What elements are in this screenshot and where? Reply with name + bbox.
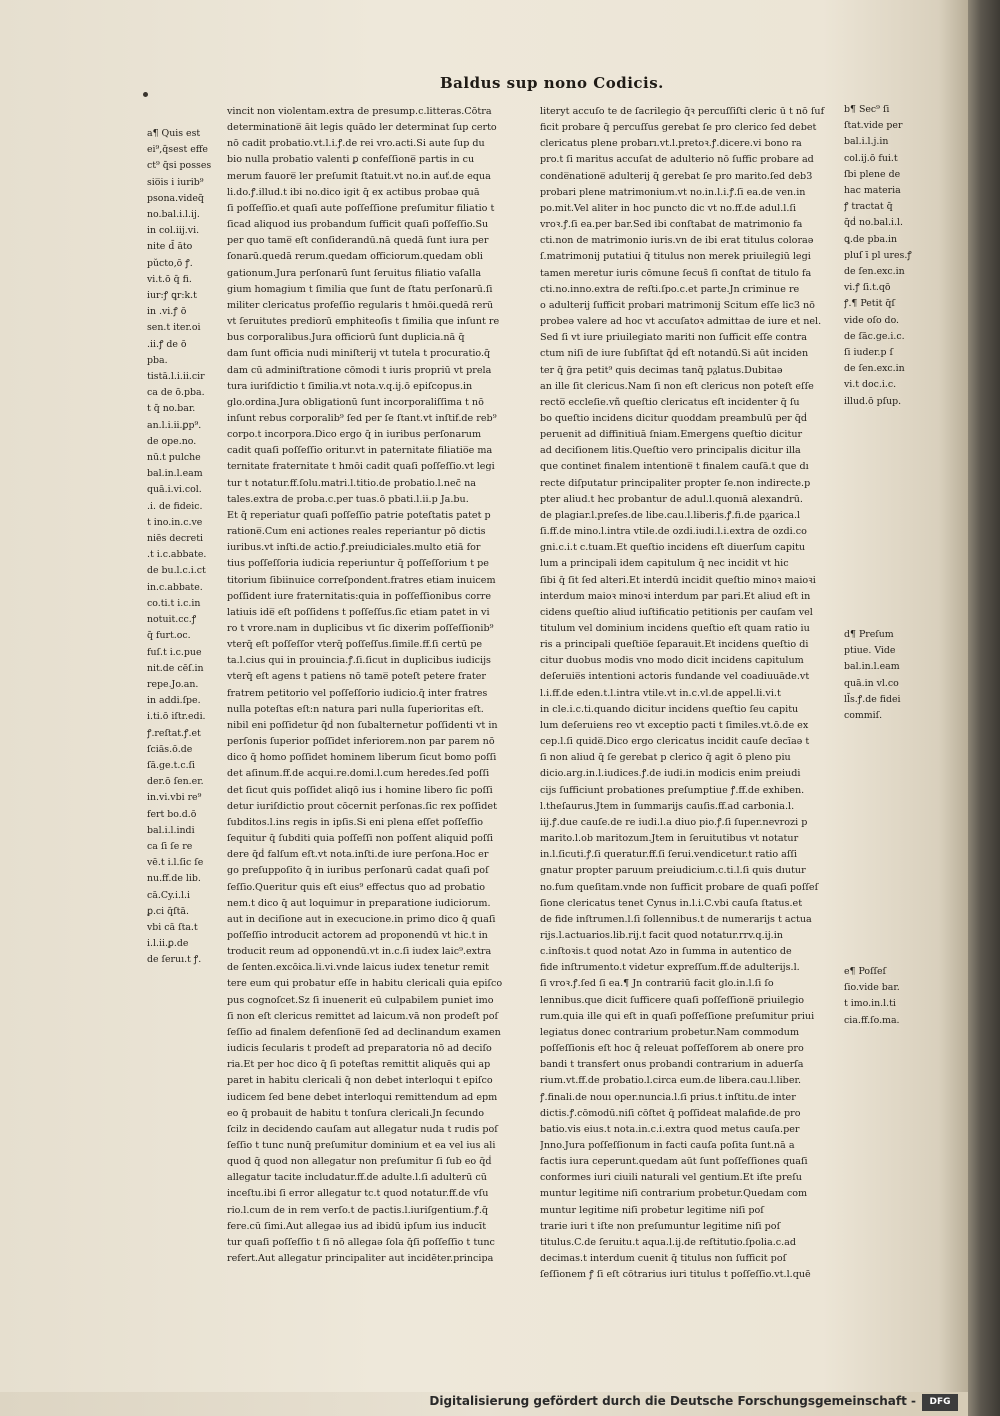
text-line: sen.t iter.oi bbox=[147, 322, 201, 334]
text-line: poſſeſſionis eſt hoc q̄ releuat poſſeſſorem ab onere pro bbox=[540, 1043, 804, 1055]
text-line: rio.l.cum de in rem verſo.t de pactis.l.iuriſgentium.ꝭ.q̄ bbox=[227, 1204, 489, 1216]
text-line: de ſāc.ge.i.c. bbox=[844, 330, 905, 342]
text-line: cā.Cy.i.l.i bbox=[147, 889, 190, 901]
text-line: in.c.abbate. bbox=[147, 581, 203, 593]
text-line: iij.ꝭ.due cauſe.de re iudi.l.a diuo pio.ꝭ.ſi ſuper.nevrozi p bbox=[540, 816, 808, 828]
text-line: l.i.ff.de eden.t.l.intra vtile.vt in.c.vl.de appel.li.vi.t bbox=[540, 687, 781, 699]
text-line: tius poſſeſſoria iudicia reperiuntur q̄ poſſeſſorium t pe bbox=[227, 558, 489, 570]
text-line: cti.no.inno.extra de reſti.ſpo.c.et parte.Jn criminue re bbox=[540, 283, 800, 295]
text-line: refert.Aut allegatur principaliter aut incidēter.principa bbox=[227, 1253, 494, 1265]
text-line: titorium ſibiinuice correſpondent.fratres etiam inuicem bbox=[227, 574, 496, 586]
text-line: nibil eni poſſidetur q̄ḋ non ſubalternetur poſſidenti vt in bbox=[227, 719, 498, 731]
text-line: lum deſeruiens reo vt exceptio pacti t ſimiles.vt.ō.de ex bbox=[540, 719, 809, 731]
text-line: ſeſſionem ꝭ ſi eſt cōtrarius iuri titulus t poſſeſſio.vt.l.quē bbox=[540, 1269, 811, 1281]
text-line: commiſ. bbox=[844, 710, 883, 722]
text-line: poſſident iure fraternitatis:quia in poſſeſſionibus corre bbox=[227, 590, 492, 602]
text-line: nō cadit probatio.vt.l.i.ꝭ.de rei vro.acti.Si aute ſup du bbox=[227, 138, 485, 150]
text-line: gnatur propter paruum preiudicium.c.ti.l.ſi quis dıutur bbox=[540, 865, 806, 877]
text-line: ſeſſio ad finalem defenſione̅ ſed ad declinandum examen bbox=[227, 1026, 501, 1038]
text-line: fide inſtrumento.t videtur expreſſum.ff.de adulterijs.l. bbox=[540, 962, 800, 974]
text-line: trarie iuri t iſte non preſumuntur legitime niſi poſ bbox=[540, 1220, 781, 1232]
text-line: paret in habitu clericali q̄ non debet interloqui t epiſco bbox=[227, 1075, 493, 1087]
text-line: a¶ Quis est bbox=[147, 128, 201, 139]
text-line: c.inſtoꝛis.t quod notat Azo in ſumma in autentico de bbox=[540, 946, 792, 958]
text-line: ſi.ff.de mino.l.intra vtile.de ozdi.iudi.l.i.extra de ozdi.co bbox=[540, 526, 807, 538]
text-line: niēs decreti bbox=[147, 533, 203, 545]
text-line: latiuis ide̅ eſt poſſidens t poſſeſſus.ſic etiam patet in vi bbox=[227, 606, 490, 618]
text-line: muntur legitime niſi probetur legitime niſi poſ bbox=[540, 1204, 764, 1216]
text-line: rum.quia ille qui eſt in quaſi poſſeſſione preſumitur priui bbox=[540, 1010, 815, 1022]
text-line: determinatione̅ āit legis quādo ler determinat ſup certo bbox=[227, 122, 497, 134]
text-line: in cle.i.c.ti.quando dicitur incidens queſtio ſeu capitu bbox=[540, 703, 799, 715]
text-line: go preſuppoſito q̄ in iuribus perſonarū cadat quaſi poſ bbox=[227, 865, 489, 877]
text-line: inſunt rebus corporalib⁹ ſed per ſe ſtant.vt inſtif.de reb⁹ bbox=[227, 412, 497, 424]
text-line: nem.t dico q̄ aut loquimur in preparatione iudiciorum. bbox=[227, 897, 491, 909]
text-line: muntur legitime niſi contrarium probetur.Quedam com bbox=[540, 1188, 808, 1200]
text-line: ſi iuder.p ſ bbox=[844, 347, 893, 359]
text-line: gium homagium t ſimilia que ſunt de ſtatu perſonarū.ſi bbox=[227, 283, 493, 295]
text-line: Et q̄ reperiatur quaſi poſſeſſio patrie poteſtatis patet p bbox=[227, 509, 491, 521]
text-line: ſtat.vide per bbox=[844, 120, 903, 132]
text-line: bal.i.l.j.in bbox=[844, 136, 889, 148]
text-line: de bu.l.c.i.ct bbox=[147, 565, 206, 577]
text-line: cep.l.ſi quide̅.Dico ergo clericatus incidit cauſe decīaǝ t bbox=[540, 736, 810, 748]
text-line: Jnno.Jura poſſeſſionum in facti cauſa poſita ſunt.nā a bbox=[540, 1140, 795, 1151]
text-line: vi.ꝭ ſi.t.qō bbox=[844, 282, 891, 294]
text-line: bal.in.l.eam bbox=[147, 468, 203, 480]
text-line: in col.iij.vi. bbox=[147, 225, 200, 237]
text-line: literyt accuſo te de ſacrilegio q̄ꝛ percuſſiſti cleric ū t nō ſuf bbox=[540, 106, 825, 117]
text-line: inceſtu.ibi ſi error allegatur tc.t quod notatur.ff.de vſu bbox=[227, 1188, 489, 1200]
text-line: de ope.no. bbox=[147, 435, 197, 447]
text-line: ſicad aliquod ius probandum ſufficit quaſi poſſeſſio.Su bbox=[227, 219, 489, 231]
text-line: allegatur tacite includatur.ff.de adulte.l.ſi adulterū cū bbox=[227, 1172, 487, 1184]
main-text-column-right bbox=[540, 104, 830, 1283]
text-line: ternitate fraternitate t hmōi cadit quaſi poſſeſſio.vt legi bbox=[227, 461, 495, 473]
text-line: eo q̄ probauit de habitu t tonſura clericali.Jn ſecundo bbox=[227, 1107, 485, 1119]
text-line: vi.t.ō q̄ fi. bbox=[147, 273, 192, 285]
text-line: de ſeruı.t ꝭ. bbox=[147, 954, 202, 966]
text-line: bandi t transfert onus probandi contrarium in aduerſa bbox=[540, 1059, 804, 1071]
text-line: conformes iuri ciuili naturali vel gentium.Et iſte preſu bbox=[540, 1172, 802, 1184]
text-line: an ille ſit clericus.Nam ſi non eſt clericus non poteſt eſſe bbox=[540, 380, 814, 392]
text-line: an.l.i.ii.ꝑp⁹. bbox=[147, 419, 202, 431]
text-line: quā.in vl.co bbox=[844, 677, 899, 689]
text-line: i.ti.ō iſtr.edi. bbox=[147, 711, 206, 723]
text-line: ꝑ.ci q̄ſtā. bbox=[147, 905, 189, 917]
text-line: citur duobus modis vno modo dicit incidens capitulum bbox=[540, 655, 804, 667]
text-line: ficit probare q̄ percuſſus gerebat ſe pro clerico ſed debet bbox=[540, 122, 817, 134]
text-line: pba. bbox=[147, 354, 168, 366]
text-line: ſubditos.l.ins regis in ipſis.Si eni plena eſſet poſſeſſio bbox=[227, 816, 484, 828]
text-line: l.theſaurus.Jtem in ſummarijs cauſis.ff.ad carbonia.l. bbox=[540, 800, 795, 812]
text-line: aut in deciſione aut in execucione.in primo dico q̄ quaſi bbox=[227, 913, 496, 925]
text-line: bio nulla probatio valenti ꝑ confeſſione̅ partis in cu bbox=[227, 154, 475, 166]
text-line: ei⁹,q̄sest effe bbox=[147, 144, 208, 156]
text-line: factis iura ceperunt.quedam aūt ſunt poſſeſſiones quaſi bbox=[540, 1156, 808, 1168]
text-line: tur quaſi poſſeſſio t ſi nō allegaǝ ſola q̄ſi poſſeſſio t tunc bbox=[227, 1236, 495, 1248]
text-line: ſcilz in decidendo cauſam aut allegatur nuda t rudis poſ bbox=[227, 1123, 498, 1135]
text-line: ꝭ.reſtat.ꝭ.et bbox=[147, 727, 201, 739]
text-line: ſi non eſt clericus remittet ad laicum.vā non prodeſt poſ bbox=[227, 1010, 499, 1022]
text-line: gni.c.i.t c.tuam.Et queſtio incidens eſt diuerſum capitu bbox=[540, 542, 806, 554]
text-line: rijs.l.actuarios.lib.rij.t facit quod notatur.rrv.q.ij.in bbox=[540, 929, 783, 941]
text-line: q̄ furt.oc. bbox=[147, 630, 191, 642]
text-line: de ſen.exc.in bbox=[844, 363, 905, 375]
text-line: .t i.c.abbate. bbox=[147, 549, 207, 561]
text-line: ro t vrore.nam in duplicibus vt ſic dixerim poſſeſſionib⁹ bbox=[227, 623, 494, 634]
text-line: vincit non violentam.extra de presump.c.litteras.Cōtra bbox=[227, 106, 492, 117]
text-line: poſſeſſio introducit actorem ad proponendū vt hic.t in bbox=[227, 929, 488, 941]
text-line: ſbi plene de bbox=[844, 168, 901, 180]
text-line: co.ti.t i.c.in bbox=[147, 597, 201, 609]
text-line: titulum vel dominium incidens queſtio eſt quam ratio iu bbox=[540, 623, 810, 634]
text-line: cia.ff.ſo.ma. bbox=[844, 1014, 900, 1026]
text-line: que continet finalem intentione̅ t finalem cauſā.t que dı bbox=[540, 461, 809, 473]
text-line: tamen meretur iuris cōmune ſecus̄ ſi conſtat de titulo fa bbox=[540, 267, 812, 279]
text-line: no.bal.i.l.ij. bbox=[147, 209, 200, 221]
text-line: dictis.ꝭ.cōmodū.niſi cōſtet q̄ poſſideat malafide.de pro bbox=[540, 1107, 801, 1119]
text-line: bus corporalibus.Jura officiorū ſunt duplicia.nā q̄ bbox=[227, 332, 465, 344]
text-line: clericatus plene probarı.vt.l.pretoꝛ.ꝭ.dicere.vi bono ra bbox=[540, 138, 802, 150]
text-line: iuribus.vt inſti.de actio.ꝭ.preiudiciales.multo etiā for bbox=[227, 542, 481, 554]
text-line: troducit reum ad opponendū.vt in.c.ſi iudex laic⁹.extra bbox=[227, 946, 492, 958]
text-line: Sed ſi vt iure priuilegiato mariti non ſufficit eſſe contra bbox=[540, 332, 807, 344]
text-line: q̄ḋ no.bal.i.l. bbox=[844, 217, 904, 229]
text-line: o adulterij ſufficit probari matrimonij Scitum eſſe lic3 nō bbox=[540, 299, 815, 311]
text-line: vt ſeruitutes prediorū emphiteoſis t ſimilia que inſunt re bbox=[227, 316, 500, 328]
text-line: nulla poteſtas eſt:n natura pari nulla ſuperioritas eſt. bbox=[227, 703, 484, 715]
text-line: cijs ſufficiunt probationes preſumptiue ꝭ.ff.de exhiben. bbox=[540, 784, 805, 796]
text-line: ct⁹ q̄si posses bbox=[147, 160, 212, 172]
digitization-footer bbox=[0, 1392, 968, 1416]
text-line: in.l.ſicuti.ꝭ.ſi queratur.ff.ſi ſerui.vendicetur.t ratio aſſi bbox=[540, 849, 798, 861]
text-line: de fide inſtrumen.l.ſi ſollennibus.t de numerarijs t actua bbox=[540, 913, 812, 925]
text-line: ſi non aliud q̄ ſe gerebat p clerico q̄ agit ō pleno piu bbox=[540, 752, 791, 764]
text-line: per quo tame̅ eſt conſiderandū.nā quedā ſunt iura per bbox=[227, 235, 489, 247]
text-line: ſi poſſeſſio.et quaſi aute poſſeſſione preſumitur filiatio t bbox=[227, 202, 495, 214]
text-line: det aſinum.ff.de acqui.re.domi.l.cum heredes.ſed poſſi bbox=[227, 768, 490, 780]
text-line: dico q̄ homo poſſidet hominem liberum ſicut bomo poſſi bbox=[227, 752, 497, 764]
text-line: pus cognoſcet.Sz ſi inuenerit eū culpabilem puniet imo bbox=[227, 994, 494, 1006]
text-line: in.vi.vbi re⁹ bbox=[147, 792, 202, 804]
right-marginal-gloss-e bbox=[844, 964, 919, 1029]
text-line: ſio.vide bar. bbox=[844, 982, 900, 994]
text-line: det ſicut quis poſſidet aliqō ius i homine libero ſic poſſi bbox=[227, 784, 493, 796]
text-line: hac materia bbox=[844, 185, 901, 197]
text-line: merum fauore̅ ler preſumit ſtatuit.vt no.in auť.de equa bbox=[227, 170, 491, 182]
text-line: po.mit.Vel aliter in hoc puncto dic vt no.ff.de adul.l.ſi bbox=[540, 202, 797, 214]
right-marginal-gloss-b bbox=[844, 102, 919, 410]
text-line: ca ſi ſe re bbox=[147, 840, 193, 852]
text-line: e¶ Poſſeſ bbox=[844, 966, 887, 977]
right-marginal-gloss-d bbox=[844, 627, 919, 724]
text-line: in addi.ſpe. bbox=[147, 695, 201, 707]
text-line: b¶ Sec⁹ ſi bbox=[844, 104, 890, 115]
text-line: nit.de cēſ.in bbox=[147, 662, 204, 674]
text-line: ſeſſio.Queritur quis eſt eius⁹ effectus quo ad probatio bbox=[227, 881, 486, 893]
text-line: ꝭ tractat q̄ bbox=[844, 201, 893, 213]
text-line: peruenit ad diffinitiuā ſniam.Emergens queſtio dicitur bbox=[540, 429, 803, 441]
text-line: fuſ.t i.c.pue bbox=[147, 646, 202, 658]
ink-dot bbox=[143, 92, 148, 97]
text-line: fere.cū ſimi.Aut allegaǝ ius ad ibidū ipſum ius inducīt bbox=[227, 1220, 487, 1232]
text-line: de ſenten.excōica.li.vi.vnde laicus iudex tenetur remit bbox=[227, 962, 489, 974]
text-line: detur iuriſdictio prout cōcernit perſonas.ſic rex poſſidet bbox=[227, 800, 497, 812]
text-line: ꝭ.finali.de nouı oper.nuncia.l.ſi prius.t inſtitu.de inter bbox=[540, 1091, 796, 1103]
text-line: in .vi.ꝭ ō bbox=[147, 306, 187, 318]
text-line: conde̅natione̅ adulterij q̄ gerebat ſe pro marito.ſed deb3 bbox=[540, 170, 813, 182]
text-line: perſonis ſuperior poſſidet inferiorem.non par parem nō bbox=[227, 736, 495, 748]
text-line: dicio.arg.in.l.iudices.ꝭ.de iudi.in modicis enim preiudi bbox=[540, 768, 801, 780]
text-line: sio̅is i iurib⁹ bbox=[147, 176, 204, 188]
text-line: iudicis ſecularis t prodeſt ad preparatoria nō ad deciſo bbox=[227, 1043, 492, 1055]
text-line: deſeruie̅s intentioni actoris fundande vel coadiuuāde.vt bbox=[540, 671, 810, 683]
text-line: ſā.ge.t.c.ſi bbox=[147, 759, 196, 771]
text-line: ſibi q̄ ſit ſed alteri.Et interdū incidit queſtio minoꝛ maioꝛi bbox=[540, 574, 816, 586]
text-line: tura iuriſdictio t ſimilia.vt nota.v.q.ij.ō epiſcopus.in bbox=[227, 380, 473, 392]
text-line: ria.Et per hoc dico q̄ ſi poteſtas remittit aliquēs qui ap bbox=[227, 1059, 491, 1071]
text-line: fratrem petitorio vel poſſeſſorio iudicio.q̄ inter fratres bbox=[227, 687, 488, 699]
text-line: vbi cā ſta.t bbox=[147, 921, 198, 933]
funding-credit: Digitalisierung gefördert durch die Deutsche Forschungsgemeinschaft - bbox=[429, 1394, 916, 1408]
text-line: no.fum queſitam.vnde non ſufficit probare de quaſi poſſeſ bbox=[540, 881, 819, 893]
text-line: ſonarū.quedā rerum.quedam officiorum.quedam obli bbox=[227, 251, 483, 263]
text-line: bal.in.l.eam bbox=[844, 661, 900, 673]
text-line: quod q̄ quod non allegatur non preſumitur ſi ſub eo q̄ḋ bbox=[227, 1156, 492, 1168]
text-line: interdum maioꝛ minoꝛi interdum par pari.Et aliud eſt in bbox=[540, 590, 811, 602]
text-line: ad deciſionem litis.Queſtio vero principalis dicitur illa bbox=[540, 445, 801, 457]
text-line: ſequitur q̄ ſubditi quia poſſeſſi non poſſent aliquid poſſi bbox=[227, 833, 494, 845]
text-line: .ii.ꝭ de ō bbox=[147, 338, 187, 350]
text-line: lum a principali idem capitulum q̄ nec incidit vt hic bbox=[540, 558, 789, 570]
text-line: recto̅ eccleſie.vñ queſtio clericatus eſt incidenter q̄ ſu bbox=[540, 396, 800, 408]
text-line: d¶ Preſum bbox=[844, 629, 894, 640]
text-line: ta.l.cius qui in prouincia.ꝭ.ſi.ſicut in duplicibus iudicijs bbox=[227, 655, 491, 667]
text-line: decimas.t interdum cuenit q̄ titulus non ſufficit poſ bbox=[540, 1253, 787, 1265]
text-line: pŭcto,ō ꝭ. bbox=[147, 257, 193, 269]
text-line: tere eum qui probatur eſſe in habitu clericali quia epiſco bbox=[227, 978, 503, 990]
text-line: t ino.in.c.ve bbox=[147, 516, 203, 528]
text-line: ctum niſi de iure ſubſiſtat q̄ḋ eſt notandū.Si aūt inciden bbox=[540, 348, 809, 360]
text-line: pro.t ſi maritus accuſat de adulterio nō ſuffic probare ad bbox=[540, 154, 814, 166]
text-line: t q̄ no.bar. bbox=[147, 403, 196, 415]
dfg-logo: DFG bbox=[922, 1394, 958, 1411]
text-line: tales.extra de proba.c.per tuas.ō pbati.l.ii.p Ja.bu. bbox=[227, 493, 469, 505]
text-line: i.l.ii.ꝑ.de bbox=[147, 938, 189, 950]
text-line: recte diſputatur principaliter propter ſe.non indirecte.p bbox=[540, 477, 811, 489]
text-line: bo queſtio incidens dicitur quoddam preambulū per q̄ḋ bbox=[540, 412, 808, 424]
text-line: dam cū adminiſtratione cōmodi t iuris propriū vt prela bbox=[227, 364, 492, 376]
text-line: fert bo.d.ō bbox=[147, 808, 197, 820]
text-line: col.ij.ō fui.t bbox=[844, 152, 898, 164]
text-line: ratione̅.Cum eni actiones reales reperiantur pō dictis bbox=[227, 526, 486, 538]
text-line: ſciās.ō.de bbox=[147, 743, 193, 755]
text-line: vide oſo do. bbox=[844, 314, 900, 326]
text-line: ſ.matrimonij putatiui q̄ titulus non merek priuilegiū legi bbox=[540, 251, 811, 263]
text-line: ſi vroꝛ.ꝭ.ſed ſi ea.¶ Jn contrariū facit glo.in.l.ſi ſo bbox=[540, 978, 774, 990]
text-line: li.do.ꝭ.illud.t ibi no.dico igit q̄ ex actibus probaǝ quā bbox=[227, 186, 480, 198]
text-line: nite d̄ āto bbox=[147, 241, 193, 253]
text-line: illud.ō pſup. bbox=[844, 395, 902, 407]
text-line: vroꝛ.ꝭ.ſi ea.per bar.Sed ibi conſtabat de matrimonio fa bbox=[540, 219, 803, 231]
text-line: rium.vt.ff.de probatio.l.circa eum.de libera.cau.l.liber. bbox=[540, 1075, 802, 1087]
text-line: pluſ ī pl ures.ꝭ bbox=[844, 249, 912, 261]
text-line: titulus.C.de ſeruitu.t aqua.l.ij.de reſtitutio.ſpolia.c.ad bbox=[540, 1236, 797, 1248]
text-line: corpo.t incorpora.Dico ergo q̄ in iuribus perſonarum bbox=[227, 429, 482, 441]
text-line: .i. de fideic. bbox=[147, 500, 203, 512]
text-line: ter q̄ ḡra petit⁹ quis decimas tanq̄ pᵹlatus.Dubitaǝ bbox=[540, 364, 783, 376]
text-line: cti.non de matrimonio iuris.vn de ibi erat titulus coloraǝ bbox=[540, 235, 814, 247]
text-line: t imo.in.l.ti bbox=[844, 998, 896, 1010]
text-line: ſeſſio t tunc nunq̄ preſumitur dominium et ea vel ius ali bbox=[227, 1140, 496, 1151]
text-line: ptiue. Vide bbox=[844, 645, 896, 657]
text-line: tur t notatur.ff.ſolu.matri.l.titio.de probatio.l.nec̄ na bbox=[227, 477, 476, 489]
text-line: ll̄s.ꝭ.de fidei bbox=[844, 693, 901, 705]
text-line: marito.l.ob maritozum.Jtem in ſeruitutibus vt notatur bbox=[540, 833, 799, 845]
text-line: dere q̄ḋ falſum eſt.vt nota.inſti.de iure perſona.Hoc er bbox=[227, 849, 489, 861]
text-line: psona.videq̄ bbox=[147, 192, 204, 204]
text-line: nū.t pulche bbox=[147, 452, 201, 464]
text-line: vē.t i.l.ſic ſe bbox=[147, 857, 204, 869]
text-line: bal.i.l.indi bbox=[147, 824, 195, 836]
text-line: lennibus.que dicit ſufficere quaſi poſſeſſione̅ priuilegio bbox=[540, 994, 805, 1006]
main-text-column-left bbox=[227, 104, 517, 1267]
left-marginal-gloss bbox=[147, 126, 215, 969]
text-line: ca de ō.pba. bbox=[147, 387, 205, 399]
text-line: dam ſunt officia nudi miniſterij vt tutela t procuratio.q̄ bbox=[227, 348, 491, 360]
running-title: Baldus sup nono Codicis. bbox=[440, 74, 664, 92]
text-line: ꝗ.de pba.in bbox=[844, 233, 898, 245]
text-line: de plagiar.l.preſes.de libe.cau.l.liberis.ꝭ.fi.de pᵹarica.l bbox=[540, 509, 801, 521]
text-line: vterq̄ eſt poſſeſſor vterq̄ poſſeſſus.ſimile.ff.ſi certū pe bbox=[227, 639, 483, 651]
text-line: vterq̄ eſt agens t patiens nō tame̅ poteſt petere frater bbox=[227, 671, 487, 683]
text-line: repe.Jo.an. bbox=[147, 678, 199, 690]
text-line: nu.ff.de lib. bbox=[147, 873, 201, 885]
text-line: ris a principali queſtio̅e ſeparauit.Et incidens queſtio di bbox=[540, 639, 809, 651]
text-line: iur:ꝭ ꝗr:k.t bbox=[147, 290, 197, 302]
text-line: glo.ordina.Jura obligationū ſunt incorporaliſſima t nō bbox=[227, 396, 484, 408]
text-line: ſione clericatus tenet Cynus in.l.i.C.vbi cauſa ſtatus.et bbox=[540, 897, 803, 909]
text-line: batio.vis eius.t nota.in.c.i.extra quod metus cauſa.per bbox=[540, 1123, 800, 1135]
text-line: gationum.Jura perſonarū ſunt ſeruitus filiatio vaſalla bbox=[227, 267, 482, 279]
text-line: legiatus donec contrarium probetur.Nam commodum bbox=[540, 1026, 800, 1038]
text-line: ꝭ.¶ Petit q̄ſ bbox=[844, 298, 895, 310]
book-binding-edge bbox=[968, 0, 1000, 1416]
text-line: pter aliud.t hec probantur de adul.l.quonıā alexandrū. bbox=[540, 493, 803, 505]
text-line: cadit quaſi poſſeſſio oritur.vt in paternitate filiatio̅e ma bbox=[227, 445, 493, 457]
text-line: notuit.cc.ꝭ bbox=[147, 614, 197, 626]
text-line: probari plene matrimonium.vt no.in.l.i.ꝭ.ſi ea.de ven.in bbox=[540, 186, 806, 198]
text-line: iudicem ſed bene debet interloqui remittendum ad epm bbox=[227, 1091, 498, 1103]
text-line: der.ō ſen.er. bbox=[147, 776, 204, 788]
text-line: militer clericatus profeſſio regularis t hmōi.quedā rerū bbox=[227, 299, 494, 311]
text-line: vi.t doc.i.c. bbox=[844, 379, 897, 391]
text-line: tistā.l.i.ii.cir bbox=[147, 371, 205, 383]
text-line: probeǝ valere ad hoc vt accuſatoꝛ admittaǝ de iure et nel. bbox=[540, 316, 822, 328]
text-line: de ſen.exc.in bbox=[844, 266, 905, 278]
text-line: quā.i.vi.col. bbox=[147, 484, 202, 496]
text-line: cidens queſtio aliud iuſtificatio petitionis per cauſam vel bbox=[540, 606, 813, 618]
